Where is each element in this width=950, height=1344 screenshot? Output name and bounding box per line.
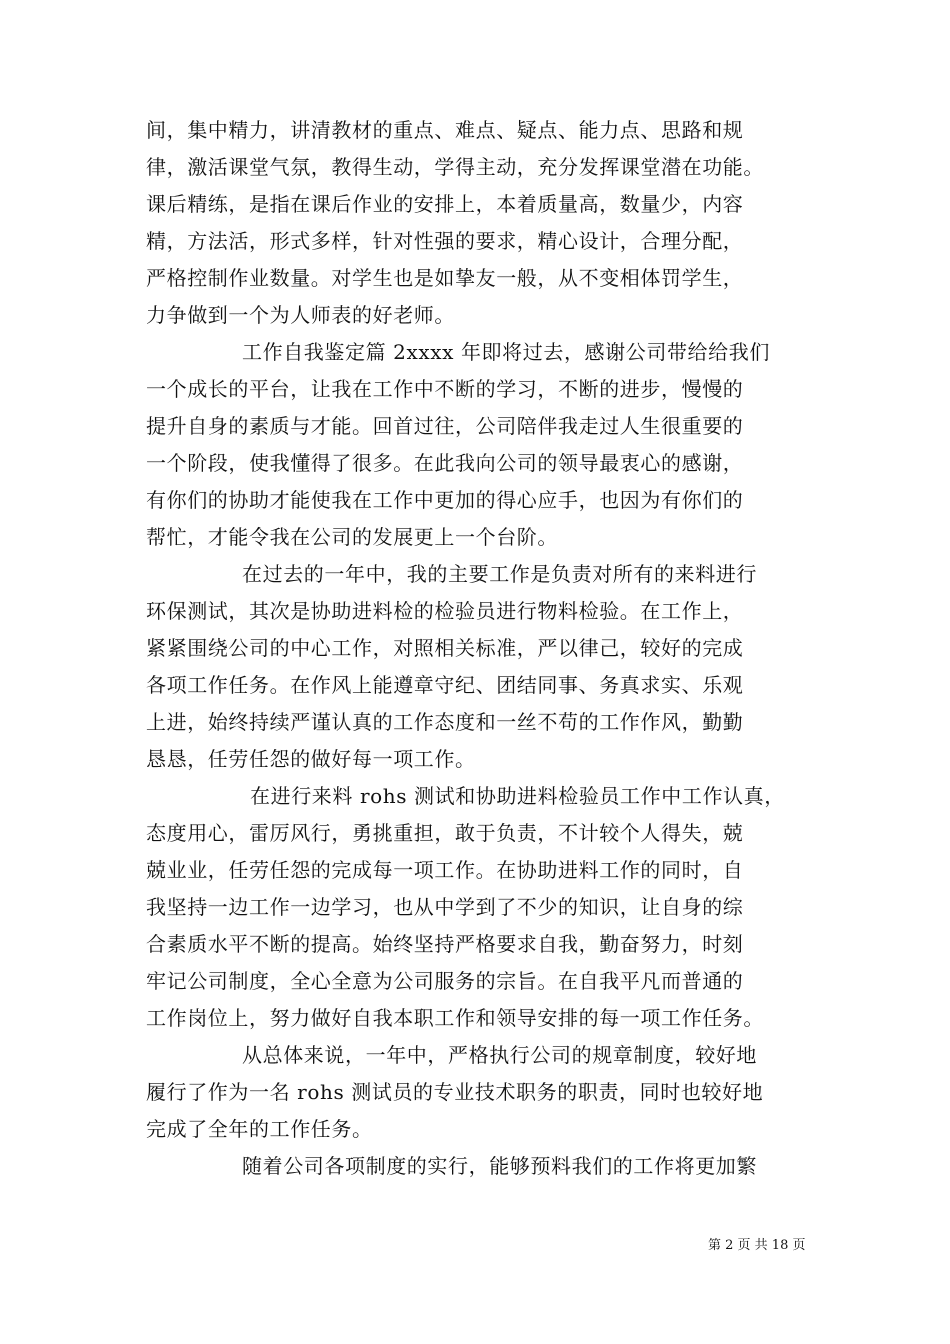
text-line: 间，集中精力，讲清教材的重点、难点、疑点、能力点、思路和规 bbox=[146, 118, 744, 142]
text-line: 随着公司各项制度的实行，能够预料我们的工作将更加繁 bbox=[242, 1154, 757, 1178]
text-line: 在过去的一年中，我的主要工作是负责对所有的来料进行 bbox=[242, 562, 757, 586]
text-line: 完成了全年的工作任务。 bbox=[146, 1117, 373, 1141]
text-line: 在进行来料 rohs 测试和协助进料检验员工作中工作认真， bbox=[250, 784, 785, 808]
paragraph bbox=[146, 1037, 826, 1148]
text-line: 态度用心，雷厉风行，勇挑重担，敢于负责，不计较个人得失，兢 bbox=[146, 821, 744, 845]
paragraph bbox=[146, 1148, 826, 1185]
text-line: 课后精练，是指在课后作业的安排上，本着质量高，数量少，内容 bbox=[146, 192, 744, 216]
paragraph bbox=[146, 334, 826, 556]
text-line: 严格控制作业数量。对学生也是如挚友一般，从不变相体罚学生， bbox=[146, 266, 744, 290]
text-line: 合素质水平不断的提高。始终坚持严格要求自我，勤奋努力，时刻 bbox=[146, 932, 744, 956]
text-line: 从总体来说，一年中，严格执行公司的规章制度，较好地 bbox=[242, 1043, 757, 1067]
text-line: 律，激活课堂气氛，教得生动，学得主动，充分发挥课堂潜在功能。 bbox=[146, 155, 764, 179]
text-line: 履行了作为一名 rohs 测试员的专业技术职务的职责，同时也较好地 bbox=[146, 1080, 764, 1104]
text-line: 一个成长的平台，让我在工作中不断的学习，不断的进步，慢慢的 bbox=[146, 377, 744, 401]
page-number: 第 2 页 共 18 页 bbox=[708, 1238, 806, 1253]
text-line: 力争做到一个为人师表的好老师。 bbox=[146, 303, 455, 327]
text-line: 环保测试，其次是协助进料检的检验员进行物料检验。在工作上， bbox=[146, 599, 744, 623]
text-line: 紧紧围绕公司的中心工作，对照相关标准，严以律己，较好的完成 bbox=[146, 636, 744, 660]
text-line: 各项工作任务。在作风上能遵章守纪、团结同事、务真求实、乐观 bbox=[146, 673, 744, 697]
text-line: 我坚持一边工作一边学习，也从中学到了不少的知识，让自身的综 bbox=[146, 895, 744, 919]
text-line: 有你们的协助才能使我在工作中更加的得心应手，也因为有你们的 bbox=[146, 488, 744, 512]
text-line: 牢记公司制度，全心全意为公司服务的宗旨。在自我平凡而普通的 bbox=[146, 969, 744, 993]
paragraph bbox=[146, 556, 826, 778]
text-line: 恳恳，任劳任怨的做好每一项工作。 bbox=[146, 747, 476, 771]
text-line: 帮忙，才能令我在公司的发展更上一个台阶。 bbox=[146, 525, 558, 549]
text-line: 提升自身的素质与才能。回首过往，公司陪伴我走过人生很重要的 bbox=[146, 414, 744, 438]
text-line: 上进，始终持续严谨认真的工作态度和一丝不苟的工作作风，勤勤 bbox=[146, 710, 744, 734]
text-line: 一个阶段，使我懂得了很多。在此我向公司的领导最衷心的感谢， bbox=[146, 451, 744, 475]
paragraph bbox=[146, 778, 826, 1037]
text-line: 工作自我鉴定篇 2xxxx 年即将过去，感谢公司带给给我们 bbox=[242, 340, 770, 364]
text-line: 精，方法活，形式多样，针对性强的要求，精心设计，合理分配， bbox=[146, 229, 744, 253]
text-line: 工作岗位上，努力做好自我本职工作和领导安排的每一项工作任务。 bbox=[146, 1006, 764, 1030]
text-line: 兢业业，任劳任怨的完成每一项工作。在协助进料工作的同时，自 bbox=[146, 858, 744, 882]
document-body bbox=[146, 112, 826, 1185]
paragraph bbox=[146, 112, 826, 334]
